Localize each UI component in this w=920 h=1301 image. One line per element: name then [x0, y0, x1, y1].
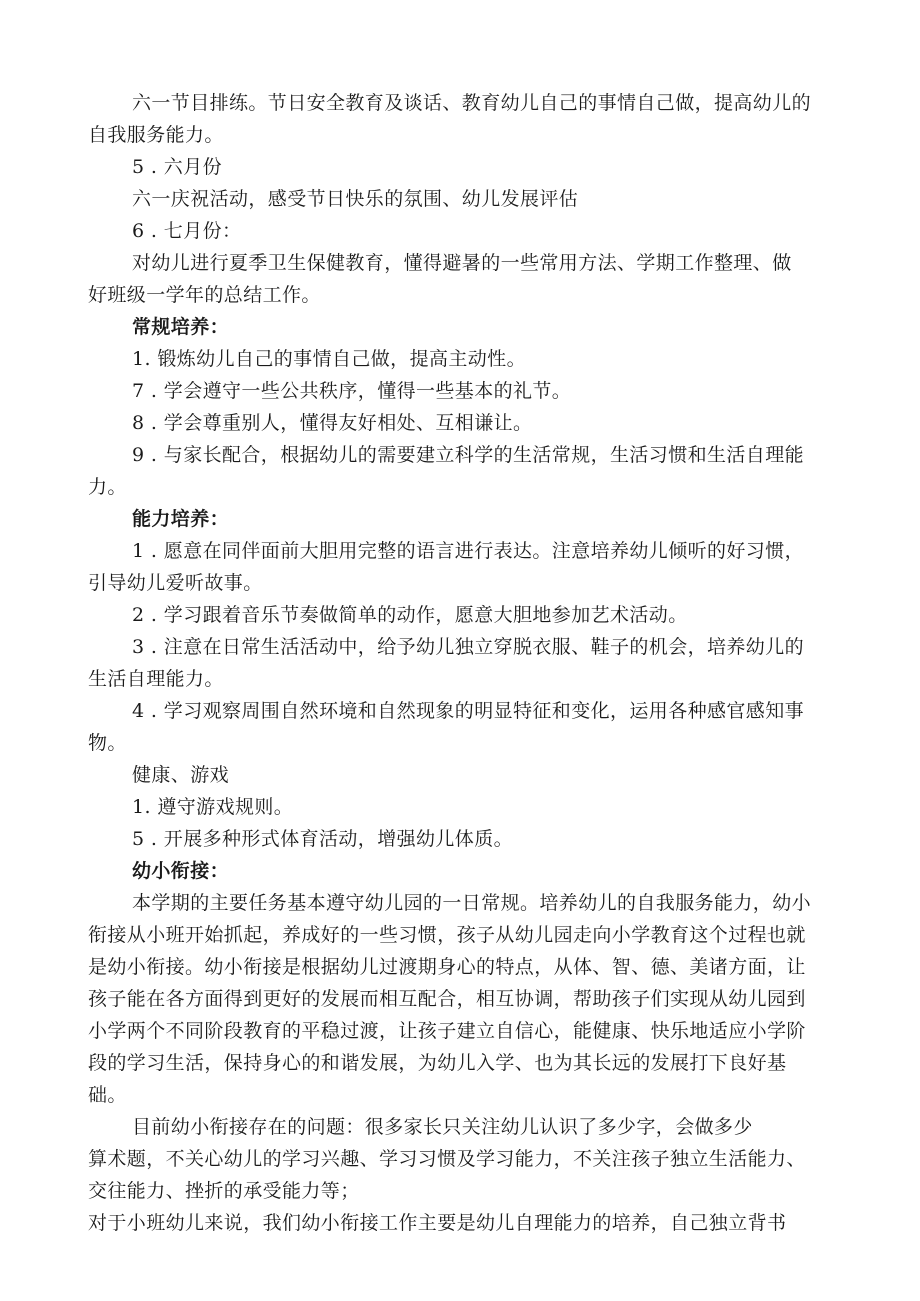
list-item: 1. 锻炼幼儿自己的事情自己做，提高主动性。: [132, 348, 526, 370]
list-item: 9 . 与家长配合，根据幼儿的需要建立科学的生活常规，生活习惯和生活自理能: [132, 444, 805, 466]
text-line: 自我服务能力。: [88, 124, 224, 146]
section-heading: 能力培养：: [132, 508, 230, 530]
text-line: 物。: [88, 732, 127, 754]
paragraph-line: 交往能力、挫折的承受能力等；: [88, 1180, 360, 1202]
list-item: 4 . 学习观察周围自然环境和自然现象的明显特征和变化，运用各种感官感知事: [132, 700, 805, 722]
text-line: 生活自理能力。: [88, 668, 224, 690]
paragraph-line: 是幼小衔接。幼小衔接是根据幼儿过渡期身心的特点，从体、智、德、美诸方面，让: [88, 956, 806, 978]
paragraph-line: 衔接从小班开始抓起，养成好的一些习惯，孩子从幼儿园走向小学教育这个过程也就: [88, 924, 806, 946]
paragraph-line: 孩子能在各方面得到更好的发展而相互配合，相互协调，帮助孩子们实现从幼儿园到: [88, 988, 806, 1010]
paragraph-line: 目前幼小衔接存在的问题：很多家长只关注幼儿认识了多少字，会做多少: [132, 1116, 753, 1138]
text-line: 六一节目排练。节日安全教育及谈话、教育幼儿自己的事情自己做，提高幼儿的: [132, 92, 812, 114]
section-heading: 幼小衔接：: [132, 860, 230, 882]
section-heading: 健康、游戏: [132, 764, 230, 786]
paragraph-line: 小学两个不同阶段教育的平稳过渡，让孩子建立自信心，能健康、快乐地适应小学阶: [88, 1020, 806, 1042]
list-item: 8 . 学会尊重别人，懂得友好相处、互相谦让。: [132, 412, 533, 434]
text-line: 六一庆祝活动，感受节日快乐的氛围、幼儿发展评估: [132, 188, 579, 210]
text-line: 引导幼儿爱听故事。: [88, 572, 263, 594]
section-heading: 常规培养：: [132, 316, 230, 338]
list-item: 7 . 学会遵守一些公共秩序，懂得一些基本的礼节。: [132, 380, 572, 402]
list-item: 1 . 愿意在同伴面前大胆用完整的语言进行表达。注意培养幼儿倾听的好习惯，: [132, 540, 805, 562]
paragraph-line: 算术题，不关心幼儿的学习兴趣、学习习惯及学习能力，不关注孩子独立生活能力、: [88, 1148, 806, 1170]
paragraph-line: 段的学习生活，保持身心的和谐发展，为幼儿入学、也为其长远的发展打下良好基: [88, 1052, 787, 1074]
paragraph-line: 本学期的主要任务基本遵守幼儿园的一日常规。培养幼儿的自我服务能力，幼小: [132, 892, 812, 914]
text-line: 好班级一学年的总结工作。: [88, 284, 321, 306]
section-heading: 6 . 七月份：: [132, 220, 242, 242]
list-item: 2 . 学习跟着音乐节奏做简单的动作，愿意大胆地参加艺术活动。: [132, 604, 688, 626]
paragraph-line: 础。: [88, 1084, 127, 1106]
list-item: 5 . 开展多种形式体育活动，增强幼儿体质。: [132, 828, 514, 850]
list-item: 1. 遵守游戏规则。: [132, 796, 294, 818]
paragraph-line: 对于小班幼儿来说，我们幼小衔接工作主要是幼儿自理能力的培养，自己独立背书: [88, 1212, 787, 1234]
text-line: 力。: [88, 476, 127, 498]
list-item: 3 . 注意在日常生活活动中，给予幼儿独立穿脱衣服、鞋子的机会，培养幼儿的: [132, 636, 805, 658]
section-heading: 5 . 六月份: [132, 156, 223, 178]
text-line: 对幼儿进行夏季卫生保健教育，懂得避暑的一些常用方法、学期工作整理、做: [132, 252, 792, 274]
